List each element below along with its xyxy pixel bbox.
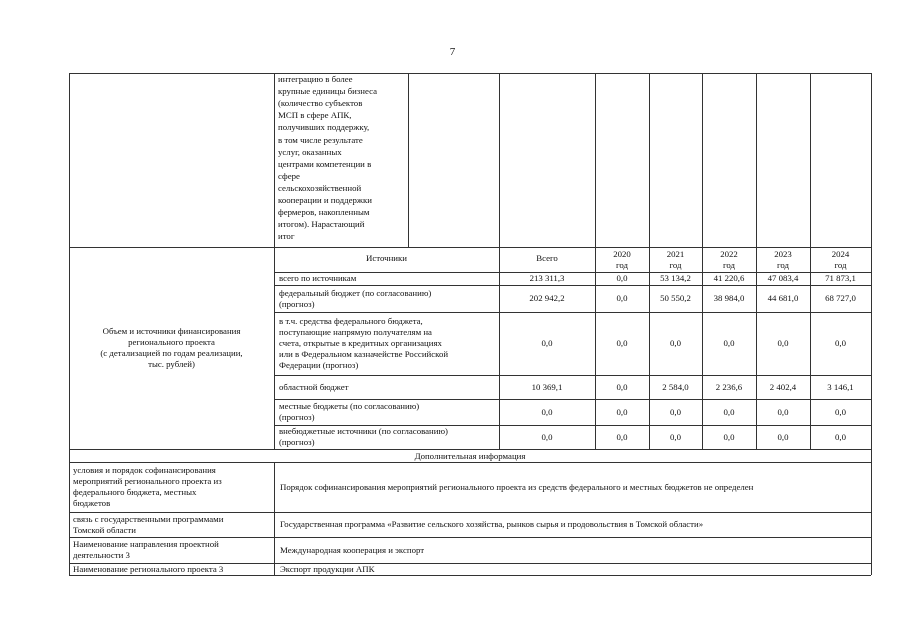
table-rule xyxy=(274,462,275,575)
finance-label-line: (с детализацией по годам реализации, xyxy=(100,348,243,358)
table-rule xyxy=(274,375,871,376)
table-right-border xyxy=(871,73,872,575)
finance-value: 2 236,6 xyxy=(715,382,743,392)
table-rule xyxy=(69,449,871,450)
indicator-text-line: центрами компетенции в xyxy=(278,158,372,169)
source-label-line: в т.ч. средства федерального бюджета, xyxy=(279,316,423,326)
table-top-border xyxy=(69,73,871,74)
finance-value: 0,0 xyxy=(670,432,681,442)
finance-value: 50 550,2 xyxy=(660,293,691,303)
indicator-text-line: итог xyxy=(278,231,295,242)
indicator-text-line: сельскохозяйственной xyxy=(278,182,362,193)
header-year-unit: год xyxy=(615,260,628,270)
additional-info-header: Дополнительная информация xyxy=(414,451,526,461)
table-rule xyxy=(69,512,871,513)
source-label-line: поступающие напрямую получателям на xyxy=(279,327,432,337)
source-label-line: внебюджетные источники (по согласованию) xyxy=(279,426,448,436)
header-year-unit: год xyxy=(776,260,789,270)
indicator-text-line: сфере xyxy=(278,170,300,181)
additional-label-line: Наименование направления проектной xyxy=(73,539,219,549)
table-rule xyxy=(69,537,871,538)
indicator-text-line: получивших поддержку, xyxy=(278,122,370,133)
source-label-line: счета, открытые в кредитных организациях xyxy=(279,338,442,348)
finance-label-line: регионального проекта xyxy=(128,337,215,347)
header-year-unit: год xyxy=(834,260,847,270)
additional-value: Экспорт продукции АПК xyxy=(280,564,375,574)
finance-value: 0,0 xyxy=(616,407,628,417)
page-number: 7 xyxy=(449,46,456,58)
finance-value: 0,0 xyxy=(723,432,735,442)
table-bottom-border xyxy=(69,575,871,576)
finance-value: 213 311,3 xyxy=(529,273,565,283)
indicator-text-line: интеграцию в более xyxy=(278,74,353,84)
additional-label-line: деятельности 3 xyxy=(73,550,130,560)
additional-label-line: Наименование регионального проекта 3 xyxy=(73,564,224,574)
indicator-text-line: МСП в сфере АПК, xyxy=(278,110,352,121)
additional-label-line: связь с государственными программами xyxy=(73,514,224,524)
additional-label-line: Томской области xyxy=(73,525,136,535)
header-total: Всего xyxy=(536,253,558,263)
source-label-line: (прогноз) xyxy=(279,299,315,309)
additional-label-line: федерального бюджета, местных xyxy=(73,487,197,497)
indicator-text-line: итогом). Нарастающий xyxy=(278,219,365,230)
finance-value: 0,0 xyxy=(670,338,681,348)
source-label-line: областной бюджет xyxy=(279,382,349,392)
source-label-line: федеральный бюджет (по согласованию) xyxy=(279,288,432,298)
finance-value: 0,0 xyxy=(835,407,846,417)
finance-value: 3 146,1 xyxy=(827,382,854,392)
table-rule xyxy=(274,312,871,313)
finance-value: 53 134,2 xyxy=(660,273,691,283)
finance-value: 0,0 xyxy=(835,432,846,442)
finance-value: 10 369,1 xyxy=(531,382,563,392)
finance-value: 0,0 xyxy=(541,407,553,417)
indicator-text-line: фермеров, накопленным xyxy=(278,207,370,218)
header-year: 2024 xyxy=(831,249,850,259)
finance-value: 44 681,0 xyxy=(767,293,799,303)
additional-value: Порядок софинансирования мероприятий регионального проекта из средств федерального и местных бюджетов не определен xyxy=(280,482,754,492)
source-label-line: (прогноз) xyxy=(279,412,315,422)
table-rule xyxy=(69,462,871,463)
indicator-text-line: услуг, оказанных xyxy=(278,146,342,157)
table-rule xyxy=(69,247,871,248)
finance-value: 0,0 xyxy=(541,432,553,442)
additional-label-line: мероприятий регионального проекта из xyxy=(73,476,222,486)
source-label-line: всего по источникам xyxy=(279,273,357,283)
finance-label-line: тыс. рублей) xyxy=(148,359,195,369)
indicator-text-line: кооперации и поддержки xyxy=(278,195,372,205)
finance-value: 38 984,0 xyxy=(713,293,745,303)
indicator-text-line: в том числе результате xyxy=(278,134,363,145)
finance-value: 0,0 xyxy=(777,407,789,417)
header-year: 2023 xyxy=(774,249,792,259)
finance-value: 202 942,2 xyxy=(529,293,565,303)
finance-value: 68 727,0 xyxy=(825,293,856,303)
finance-value: 0,0 xyxy=(777,432,789,442)
header-year-unit: год xyxy=(669,260,682,270)
additional-value: Государственная программа «Развитие сельского хозяйства, рынков сырья и продовольствия в Томской области» xyxy=(280,519,704,529)
source-label-line: или в Федеральном казначействе Российской xyxy=(279,349,449,359)
finance-value: 0,0 xyxy=(541,338,553,348)
header-sources: Источники xyxy=(366,253,407,263)
finance-value: 0,0 xyxy=(835,338,846,348)
finance-value: 0,0 xyxy=(777,338,789,348)
finance-value: 0,0 xyxy=(670,407,681,417)
finance-label-line: Объем и источники финансирования xyxy=(102,326,241,336)
source-label-line: (прогноз) xyxy=(279,437,315,447)
indicator-text-line: (количество субъектов xyxy=(278,98,363,109)
indicator-text-line: крупные единицы бизнеса xyxy=(278,86,377,97)
finance-value: 2 402,4 xyxy=(769,382,797,392)
finance-value: 2 584,0 xyxy=(662,382,689,392)
table-rule xyxy=(274,399,871,400)
finance-value: 0,0 xyxy=(616,273,628,283)
additional-value: Международная кооперация и экспорт xyxy=(280,545,425,555)
header-year-unit: год xyxy=(722,260,735,270)
table-rule xyxy=(408,73,409,247)
finance-value: 0,0 xyxy=(723,407,735,417)
finance-value: 0,0 xyxy=(616,338,628,348)
table-rule xyxy=(274,285,871,286)
table-left-border xyxy=(69,73,70,575)
header-year: 2022 xyxy=(720,249,738,259)
finance-value: 71 873,1 xyxy=(825,273,856,283)
finance-value: 41 220,6 xyxy=(713,273,745,283)
additional-label-line: бюджетов xyxy=(73,498,111,508)
finance-value: 0,0 xyxy=(616,432,628,442)
source-label-line: местные бюджеты (по согласованию) xyxy=(279,401,420,411)
finance-value: 0,0 xyxy=(616,293,628,303)
source-label-line: Федерации (прогноз) xyxy=(279,360,359,370)
header-year: 2020 xyxy=(613,249,631,259)
finance-value: 47 083,4 xyxy=(767,273,799,283)
finance-value: 0,0 xyxy=(616,382,628,392)
header-year: 2021 xyxy=(666,249,685,259)
additional-label-line: условия и порядок софинансирования xyxy=(73,465,216,475)
finance-value: 0,0 xyxy=(723,338,735,348)
